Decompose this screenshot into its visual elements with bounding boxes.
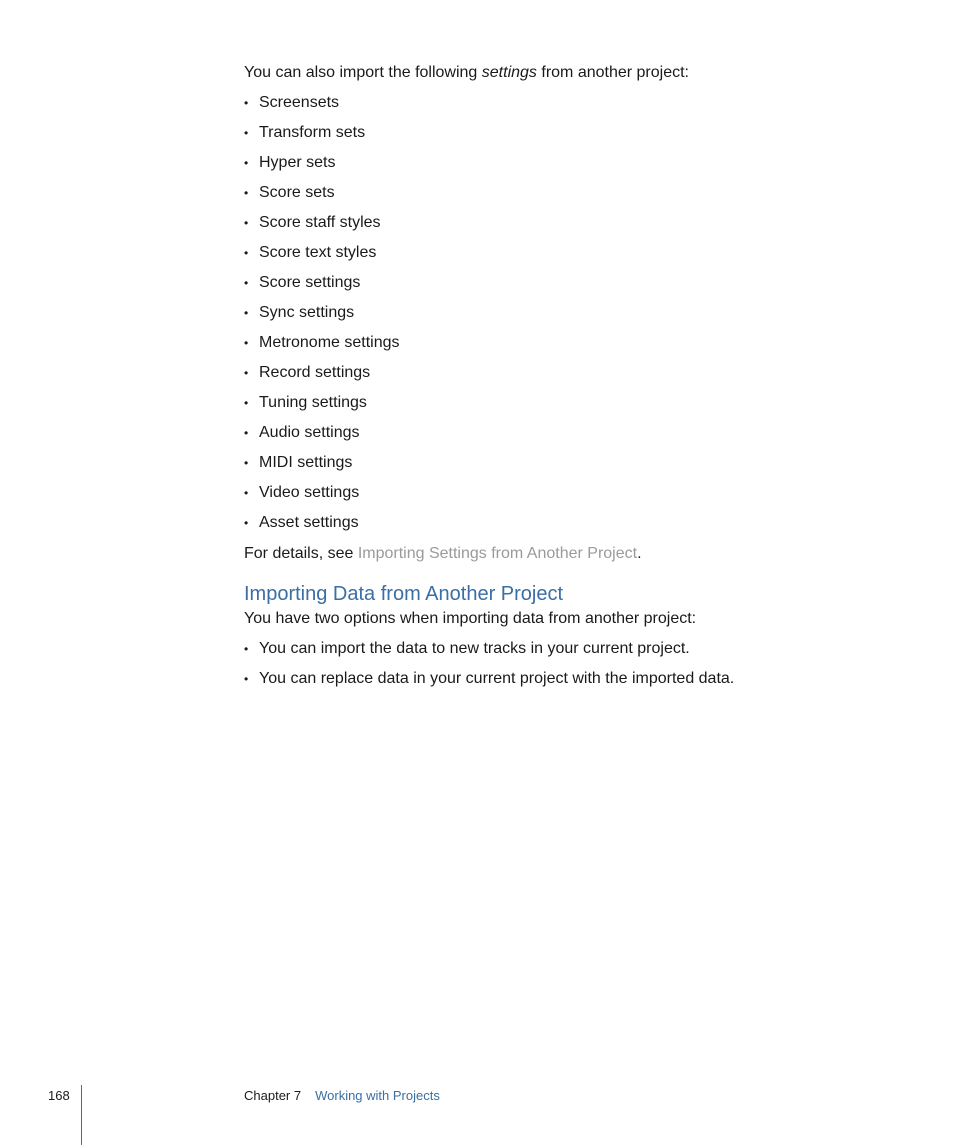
details-text-after: . [637, 545, 642, 562]
bullet-icon: • [244, 672, 249, 686]
list-item-label: MIDI settings [259, 454, 353, 471]
details-text-before: For details, see [244, 545, 358, 562]
list-item-label: Metronome settings [259, 334, 400, 351]
bullet-icon: • [244, 426, 249, 440]
list-item [244, 181, 864, 205]
list-item-label: Sync settings [259, 304, 355, 321]
bullet-icon: • [244, 366, 249, 380]
details-paragraph [244, 542, 864, 566]
bullet-icon: • [244, 126, 249, 140]
list-item [244, 151, 864, 175]
footer-chapter [244, 1087, 440, 1105]
footer-divider [81, 1085, 82, 1145]
bullet-icon: • [244, 306, 249, 320]
list-item [244, 361, 864, 385]
list-item [244, 391, 864, 415]
list-item-label: You can import the data to new tracks in your current project. [259, 640, 690, 657]
bullet-icon: • [244, 642, 249, 656]
bullet-icon: • [244, 486, 249, 500]
list-item-label: Record settings [259, 364, 371, 381]
list-item [244, 301, 864, 325]
list-item-label: Score text styles [259, 244, 377, 261]
bullet-icon: • [244, 396, 249, 410]
list-item [244, 451, 864, 475]
list-item [244, 667, 864, 691]
list-item-label: Asset settings [259, 514, 359, 531]
bullet-icon: • [244, 276, 249, 290]
list-item [244, 271, 864, 295]
intro-text-before: You can also import the following [244, 64, 482, 81]
bullet-icon: • [244, 156, 249, 170]
list-item-label: Tuning settings [259, 394, 367, 411]
list-item [244, 331, 864, 355]
section-heading: Importing Data from Another Project [244, 583, 564, 605]
importing-settings-link[interactable]: Importing Settings from Another Project [357, 545, 638, 562]
chapter-title-link[interactable]: Working with Projects [315, 1088, 440, 1103]
list-item [244, 637, 864, 661]
list-item-label: Score staff styles [259, 214, 381, 231]
list-item-label: Transform sets [259, 124, 366, 141]
list-item [244, 481, 864, 505]
bullet-icon: • [244, 96, 249, 110]
list-item [244, 241, 864, 265]
list-item-label: Hyper sets [259, 154, 336, 171]
page-number: 168 [48, 1088, 70, 1103]
list-item [244, 511, 864, 535]
intro-text-after: from another project: [536, 64, 689, 81]
bullet-icon: • [244, 516, 249, 530]
options-list [244, 637, 864, 691]
list-item-label: Video settings [259, 484, 360, 501]
list-item [244, 121, 864, 145]
bullet-icon: • [244, 186, 249, 200]
page-content [244, 61, 864, 697]
chapter-label: Chapter 7 [244, 1088, 302, 1103]
list-item [244, 91, 864, 115]
list-item-label: You can replace data in your current project with the imported data. [259, 670, 735, 687]
list-item-label: Score settings [259, 274, 361, 291]
list-item-label: Audio settings [259, 424, 360, 441]
intro-emphasis: settings [481, 64, 537, 81]
list-item [244, 211, 864, 235]
settings-list [244, 91, 864, 535]
bullet-icon: • [244, 246, 249, 260]
section-intro: You have two options when importing data from another project: [244, 610, 697, 627]
list-item [244, 421, 864, 445]
intro-paragraph [244, 61, 864, 85]
bullet-icon: • [244, 336, 249, 350]
bullet-icon: • [244, 216, 249, 230]
bullet-icon: • [244, 456, 249, 470]
list-item-label: Screensets [259, 94, 340, 111]
list-item-label: Score sets [259, 184, 335, 201]
